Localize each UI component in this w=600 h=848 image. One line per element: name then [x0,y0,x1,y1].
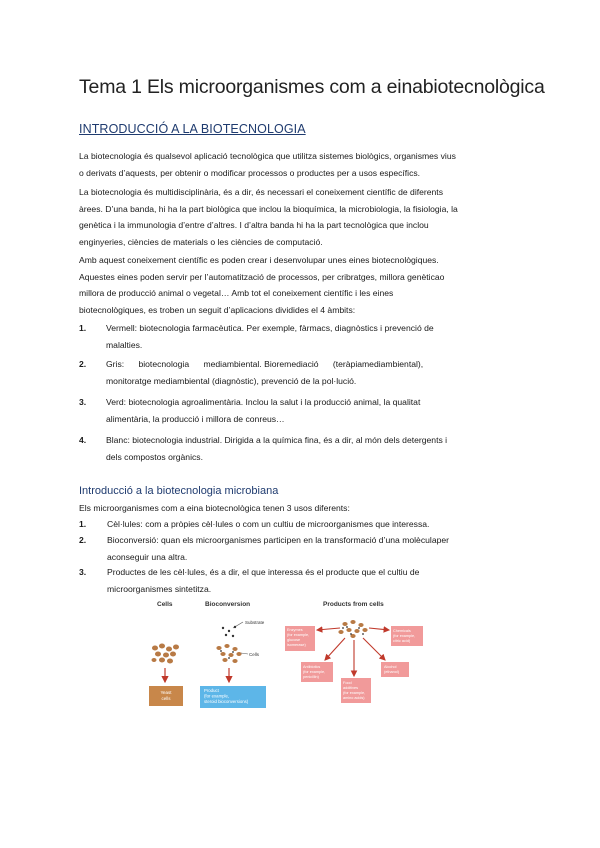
text-line: o derivats d’aquests, per obtenir o modificar processos o productes per a usos específics. [79,167,421,178]
figure-title-cells: Cells [157,601,173,608]
antibiotics-label: penicillin) [303,675,319,679]
text-line: dels compostos orgànics. [106,451,203,462]
paragraph-tools [79,252,522,318]
chemicals-label: Chemicals [393,629,411,633]
text-line: monitoratge mediambiental (diagnòstic), prevenció de la pol·lució. [106,375,357,386]
chemicals-label: (for example, [393,634,416,638]
food-label: additives [343,686,358,690]
microbial-uses-figure [145,598,445,723]
food-label: amino acids) [343,696,365,700]
yeast-label: cells [161,696,171,701]
list-number: 4. [79,435,87,445]
text-line: malalties. [106,339,143,350]
arrow-antibiotics [325,638,345,660]
text-line: microorganismes sintetitza. [107,583,212,594]
list-number: 2. [79,535,87,545]
text-line: enginyeries, ciències de materials o les ciències de computació. [79,236,323,247]
enzymes-label: isomerase) [287,643,306,647]
arrow-enzymes [317,628,340,630]
paragraph-multidisciplinary [79,184,522,250]
paragraph-three-uses [79,500,522,517]
arrow-chemicals [369,628,389,630]
chemicals-label: citric acid) [393,639,411,643]
list-number: 3. [79,397,87,407]
enzymes-label: Enzymes [287,628,303,632]
list-number: 2. [79,359,87,369]
text-line: Bioconversió: quan els microorganismes participen en la transformació d’una molèculaper [107,535,450,545]
page-title: Tema 1 Els microorganismes com a einabiotecnològica [79,76,545,98]
antibiotics-label: (for example, [303,670,326,674]
text-line: biotecnològiques, es troben un seguit d’aplicacions dividides el 4 àmbits: [79,304,356,315]
text-line: La biotecnologia és qualsevol aplicació tecnològica que utilitza sistemes biològics, organismes vius [79,151,456,161]
section-heading-microbial: Introducció a la biotecnologia microbiana [79,485,279,497]
text-line: aconseguir una altra. [107,551,188,562]
yeast-label: Yeast [160,690,172,695]
food-label: Food [343,681,352,685]
enzymes-label: (for example, [287,633,310,637]
cells-pointer [241,653,248,654]
figure-title-products: Products from cells [323,601,384,608]
arrow-alcohol [363,638,385,660]
text-line: Els microorganismes com a eina biotecnològica tenen 3 usos diferents: [79,503,350,513]
text-line: Vermell: biotecnologia farmacèutica. Per exemple, fàrmacs, diagnòstics i prevenció de [106,323,434,333]
list-number: 3. [79,567,87,577]
cells-icon [152,644,180,664]
section-heading-introduction: INTRODUCCIÓ A LA BIOTECNOLOGIA [79,122,306,136]
text-line: Amb aquest coneixement científic es poden crear i desenvolupar unes eines biotecnològiques. [79,255,439,265]
text-line: àrees. D’una banda, hi ha la part biològica que inclou la bioquímica, la microbiologia, la fisiologia, la [79,203,458,214]
substrate-label: Substrate [245,620,265,625]
bioconversion-cells-icon [216,644,241,663]
text-line: alimentària, la producció i millora de conreus… [106,413,285,424]
list-number: 1. [79,323,87,333]
text-line: genètica i la immunologia d’entre d’altres. I d’altra banda hi ha la part tecnològica que inclou [79,220,429,230]
alcohol-label: Alcohol [384,665,397,669]
paragraph-definition [79,148,522,181]
food-label: (for example, [343,691,366,695]
text-line: Aquestes eines poden servir per l’automatització de processos, per cribratges, millora genèticao [79,271,445,282]
products-cells-icon [338,620,367,638]
text-line: Cèl·lules: com a pròpies cèl·lules o com un cultiu de microorganismes que interessa. [107,519,430,529]
alcohol-label: (ethanol) [384,670,399,674]
text-line: Productes de les cèl·lules, és a dir, el que interessa és el producte que el cultiu de [107,567,420,577]
cells-label: Cells [249,652,260,657]
text-line: Gris: biotecnologia mediambiental. Bioremediació (teràpiamediambiental), [106,359,424,369]
antibiotics-label: Antibiotics [303,665,321,669]
enzymes-label: glucose [287,638,301,642]
text-line: La biotecnologia és multidisciplinària, és a dir, és necessari el coneixement científic de diferents [79,187,443,197]
text-line: Verd: biotecnologia agroalimentària. Inclou la salut i la producció animal, la qualitat [106,397,421,407]
figure-title-bioconversion: Bioconversion [205,601,251,608]
text-line: millora de producció animal o vegetal… Amb tot el coneixement científic i les eines [79,288,394,298]
product-label: steroid bioconversions) [204,699,249,704]
list-number: 1. [79,519,87,529]
text-line: Blanc: biotecnologia industrial. Dirigida a la química fina, és a dir, al món dels detergents i [106,435,448,445]
product-label: Product [204,688,219,693]
substrate-dots [222,626,236,637]
product-label: (for example, [204,693,230,699]
products-small-dots [342,626,364,635]
